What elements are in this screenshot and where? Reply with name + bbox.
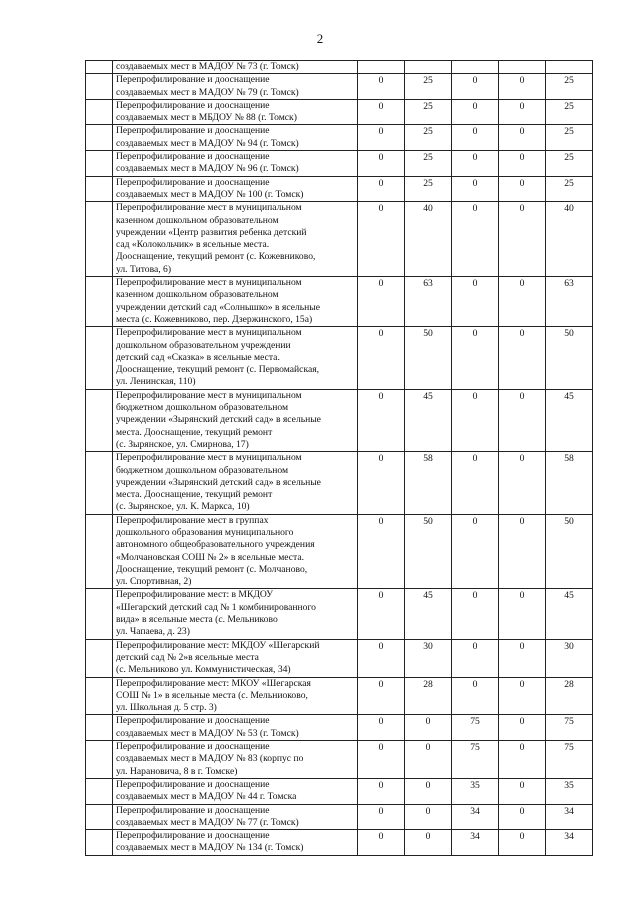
value-cell: [546, 176, 593, 202]
value-cell: [358, 125, 405, 151]
value-text: 0: [472, 515, 478, 527]
value-cell: [499, 452, 546, 514]
value-cell: [358, 677, 405, 715]
table-row: [86, 715, 593, 741]
value-cell: [546, 277, 593, 327]
value-text: 0: [519, 640, 525, 652]
description-text: Перепрофилирование и дооснащение создаваемых мест в МАДОУ № 77 (г. Томск): [116, 804, 299, 828]
description-text: Перепрофилирование мест в муниципальном дошкольном образовательном учреждении детский сад «Сказка» в ясельные места. Дооснащение, текущий ремонт (с. Первомайская, ул. Ленинская, 110): [116, 327, 320, 388]
value-text: 0: [519, 203, 525, 215]
value-cell: [358, 452, 405, 514]
value-cell: [405, 741, 452, 779]
row-number-cell: [86, 389, 113, 451]
value-cell: [546, 677, 593, 715]
value-cell: [358, 778, 405, 804]
value-text: 75: [470, 742, 480, 754]
value-text: 50: [423, 328, 433, 340]
value-cell: [405, 99, 452, 125]
value-text: 25: [564, 177, 574, 189]
value-text: 50: [423, 515, 433, 527]
description-text: Перепрофилирование мест в муниципальном бюджетном дошкольном образовательном учреждении «Зырянский детский сад» в ясельные места. Дооснащение, текущий ремонт (с. Зырянское, ул. К. Маркса, 10): [116, 452, 321, 513]
row-number-cell: [86, 639, 113, 677]
value-cell: [499, 277, 546, 327]
row-number-cell: [86, 151, 113, 177]
value-cell: [405, 589, 452, 639]
value-cell: [358, 74, 405, 100]
page-number: 2: [316, 31, 324, 46]
value-cell: [358, 327, 405, 389]
value-text: 0: [425, 805, 431, 817]
value-cell: [358, 741, 405, 779]
row-number-cell: [86, 804, 113, 830]
table-row: [86, 677, 593, 715]
value-text: 0: [378, 453, 384, 465]
value-cell: [452, 202, 499, 277]
value-text: 0: [425, 742, 431, 754]
value-cell: [358, 639, 405, 677]
description-text: Перепрофилирование и дооснащение создаваемых мест в МАДОУ № 100 (г. Томск): [116, 176, 304, 200]
value-text: 0: [519, 177, 525, 189]
value-text: 34: [470, 805, 480, 817]
value-cell: [546, 514, 593, 589]
value-cell: [546, 589, 593, 639]
description-text: создаваемых мест в МАДОУ № 73 (г. Томск): [116, 61, 299, 72]
value-cell: [499, 99, 546, 125]
value-text: [546, 61, 592, 62]
value-text: [499, 61, 545, 62]
value-text: [452, 61, 498, 62]
value-text: 0: [519, 805, 525, 817]
table-row: [86, 176, 593, 202]
value-text: 0: [378, 515, 384, 527]
table-row: [86, 514, 593, 589]
value-cell: [358, 61, 405, 74]
value-text: 0: [378, 590, 384, 602]
table-row: [86, 639, 593, 677]
value-text: 25: [423, 75, 433, 87]
row-number-cell: [86, 715, 113, 741]
value-text: 25: [423, 152, 433, 164]
row-number-cell: [86, 176, 113, 202]
value-text: 0: [472, 590, 478, 602]
value-text: 34: [470, 831, 480, 843]
value-cell: [499, 804, 546, 830]
value-text: 0: [378, 742, 384, 754]
value-cell: [546, 125, 593, 151]
value-text: 75: [564, 742, 574, 754]
value-cell: [452, 589, 499, 639]
row-number-cell: [86, 125, 113, 151]
value-text: 34: [564, 831, 574, 843]
description-text: Перепрофилирование мест в муниципальном бюджетном дошкольном образовательном учреждении «Зырянский детский сад» в ясельные места. Дооснащение, текущий ремонт (с. Зырянское, ул. Смирнова, 17): [116, 389, 321, 450]
value-text: 0: [425, 779, 431, 791]
table-row: [86, 151, 593, 177]
value-cell: [405, 778, 452, 804]
value-text: 25: [423, 100, 433, 112]
value-cell: [499, 830, 546, 856]
value-cell: [405, 804, 452, 830]
table-row: [86, 589, 593, 639]
value-cell: [499, 778, 546, 804]
value-text: 0: [519, 100, 525, 112]
value-text: 0: [425, 716, 431, 728]
value-cell: [452, 677, 499, 715]
description-text: Перепрофилирование мест: МКОУ «Шегарская СОШ № 1» в ясельные места (с. Мельниоково, ул. Школьная д. 5 стр. 3): [116, 677, 311, 714]
description-cell: [113, 452, 358, 514]
value-cell: [546, 151, 593, 177]
value-text: 50: [564, 328, 574, 340]
value-cell: [405, 202, 452, 277]
value-cell: [405, 514, 452, 589]
description-text: Перепрофилирование и дооснащение создаваемых мест в МАДОУ № 83 (корпус по ул. Нарановича, 8 в г. Томске): [116, 741, 304, 777]
value-text: 25: [423, 177, 433, 189]
table-row: [86, 74, 593, 100]
value-cell: [499, 639, 546, 677]
value-text: 0: [378, 152, 384, 164]
value-cell: [546, 830, 593, 856]
value-text: 28: [423, 678, 433, 690]
value-cell: [499, 741, 546, 779]
value-cell: [546, 327, 593, 389]
table-row: [86, 125, 593, 151]
value-text: 35: [470, 779, 480, 791]
table-row: [86, 452, 593, 514]
table-row: [86, 741, 593, 779]
table-row: [86, 830, 593, 856]
value-text: 0: [472, 678, 478, 690]
row-number-cell: [86, 741, 113, 779]
table-row: [86, 327, 593, 389]
value-text: 45: [564, 590, 574, 602]
value-cell: [405, 639, 452, 677]
row-number-cell: [86, 830, 113, 856]
description-text: Перепрофилирование и дооснащение создаваемых мест в МАДОУ № 44 г. Томска: [116, 778, 297, 803]
value-cell: [452, 514, 499, 589]
value-cell: [405, 677, 452, 715]
description-text: Перепрофилирование мест в группах дошкольного образования муниципального автономного общеобразовательного учреждения «Молчановская СОШ № 2» в ясельные места. Дооснащение, текущий ремонт (с. Молчаново, ул. Спортивная, 2): [116, 514, 315, 588]
row-number-cell: [86, 61, 113, 74]
value-text: [358, 61, 404, 62]
value-text: 25: [564, 75, 574, 87]
value-cell: [452, 452, 499, 514]
description-cell: [113, 125, 358, 151]
value-cell: [452, 804, 499, 830]
value-cell: [499, 715, 546, 741]
value-cell: [546, 99, 593, 125]
description-text: Перепрофилирование мест: МКДОУ «Шегарский детский сад № 2»в ясельные места (с. Мельниково ул. Коммунистическая, 34): [116, 639, 320, 676]
value-cell: [499, 389, 546, 451]
value-cell: [405, 277, 452, 327]
value-text: 0: [519, 328, 525, 340]
value-cell: [358, 99, 405, 125]
value-cell: [452, 389, 499, 451]
description-cell: [113, 151, 358, 177]
value-cell: [452, 277, 499, 327]
value-cell: [358, 277, 405, 327]
value-text: 0: [378, 805, 384, 817]
table-row: [86, 202, 593, 277]
value-cell: [452, 125, 499, 151]
value-cell: [546, 202, 593, 277]
description-cell: [113, 715, 358, 741]
table-row: [86, 61, 593, 74]
description-cell: [113, 277, 358, 327]
value-text: 0: [519, 678, 525, 690]
value-cell: [452, 327, 499, 389]
value-text: 0: [378, 177, 384, 189]
value-cell: [499, 125, 546, 151]
row-number-cell: [86, 452, 113, 514]
description-cell: [113, 327, 358, 389]
row-number-cell: [86, 778, 113, 804]
value-cell: [452, 176, 499, 202]
value-text: 75: [470, 716, 480, 728]
value-cell: [452, 61, 499, 74]
table-row: [86, 804, 593, 830]
value-text: 28: [564, 678, 574, 690]
value-text: 0: [378, 328, 384, 340]
row-number-cell: [86, 202, 113, 277]
value-cell: [546, 778, 593, 804]
description-cell: [113, 514, 358, 589]
value-cell: [358, 589, 405, 639]
value-text: 45: [423, 590, 433, 602]
value-cell: [358, 202, 405, 277]
description-cell: [113, 61, 358, 74]
value-text: 25: [423, 126, 433, 138]
value-text: 58: [564, 453, 574, 465]
table-row: [86, 277, 593, 327]
value-text: 0: [519, 75, 525, 87]
value-cell: [358, 830, 405, 856]
row-number-cell: [86, 677, 113, 715]
row-number-cell: [86, 277, 113, 327]
value-cell: [405, 389, 452, 451]
value-cell: [499, 202, 546, 277]
row-number-cell: [86, 514, 113, 589]
value-cell: [452, 715, 499, 741]
value-cell: [499, 74, 546, 100]
value-text: 0: [472, 177, 478, 189]
value-cell: [546, 715, 593, 741]
value-text: 63: [564, 278, 574, 290]
value-cell: [546, 452, 593, 514]
value-cell: [405, 715, 452, 741]
value-text: 0: [519, 390, 525, 402]
description-cell: [113, 778, 358, 804]
table-row: [86, 99, 593, 125]
description-text: Перепрофилирование и дооснащение создаваемых мест в МБДОУ № 88 (г. Томск): [116, 99, 297, 124]
value-cell: [546, 61, 593, 74]
value-text: 58: [423, 453, 433, 465]
program-table: [85, 60, 593, 856]
value-text: 0: [472, 328, 478, 340]
value-cell: [452, 639, 499, 677]
value-cell: [452, 99, 499, 125]
description-text: Перепрофилирование и дооснащение создаваемых мест в МАДОУ № 53 (г. Томск): [116, 715, 299, 739]
description-text: Перепрофилирование и дооснащение создаваемых мест в МАДОУ № 94 (г. Томск): [116, 125, 299, 149]
value-cell: [546, 804, 593, 830]
value-cell: [546, 741, 593, 779]
value-cell: [358, 804, 405, 830]
value-cell: [546, 74, 593, 100]
value-text: 0: [519, 779, 525, 791]
description-cell: [113, 639, 358, 677]
description-cell: [113, 804, 358, 830]
value-text: 45: [423, 390, 433, 402]
value-text: 0: [519, 590, 525, 602]
value-text: 45: [564, 390, 574, 402]
value-text: 50: [564, 515, 574, 527]
value-text: 0: [378, 75, 384, 87]
description-cell: [113, 389, 358, 451]
description-text: Перепрофилирование и дооснащение создаваемых мест в МАДОУ № 134 (г. Томск): [116, 830, 304, 854]
value-cell: [405, 151, 452, 177]
description-cell: [113, 202, 358, 277]
value-text: 0: [519, 716, 525, 728]
value-cell: [452, 741, 499, 779]
value-cell: [358, 151, 405, 177]
value-text: 0: [378, 640, 384, 652]
description-cell: [113, 741, 358, 779]
value-cell: [499, 327, 546, 389]
value-text: 0: [519, 278, 525, 290]
row-number-cell: [86, 74, 113, 100]
value-text: 0: [519, 831, 525, 843]
value-cell: [405, 74, 452, 100]
value-text: 0: [378, 100, 384, 112]
value-cell: [546, 639, 593, 677]
value-text: 34: [564, 805, 574, 817]
value-text: 40: [564, 203, 574, 215]
row-number-cell: [86, 99, 113, 125]
value-text: 25: [564, 100, 574, 112]
value-cell: [358, 715, 405, 741]
row-number-cell: [86, 327, 113, 389]
value-text: 75: [564, 716, 574, 728]
value-text: 40: [423, 203, 433, 215]
value-text: 0: [425, 831, 431, 843]
value-text: 0: [472, 126, 478, 138]
description-text: Перепрофилирование мест в муниципальном казенном дошкольном образовательном учреждении «Центр развития ребенка детский сад «Колокольчик» в ясельные места. Дооснащение, текущий ремонт (с. Кожевниково, ул. Титова, 6): [116, 202, 316, 275]
value-cell: [358, 514, 405, 589]
value-text: 0: [378, 831, 384, 843]
value-text: 0: [378, 278, 384, 290]
value-cell: [358, 176, 405, 202]
value-cell: [499, 677, 546, 715]
row-number-cell: [86, 589, 113, 639]
table-row: [86, 389, 593, 451]
value-text: 0: [472, 100, 478, 112]
value-text: 0: [472, 75, 478, 87]
description-cell: [113, 176, 358, 202]
value-cell: [452, 778, 499, 804]
value-text: 0: [519, 515, 525, 527]
description-text: Перепрофилирование и дооснащение создаваемых мест в МАДОУ № 96 (г. Томск): [116, 151, 299, 175]
value-cell: [405, 452, 452, 514]
value-text: 25: [564, 152, 574, 164]
value-text: 0: [378, 716, 384, 728]
value-cell: [546, 389, 593, 451]
value-text: [405, 61, 451, 62]
value-cell: [452, 151, 499, 177]
value-text: 0: [472, 390, 478, 402]
value-text: 0: [519, 453, 525, 465]
value-text: 0: [472, 152, 478, 164]
value-cell: [405, 125, 452, 151]
description-cell: [113, 830, 358, 856]
description-cell: [113, 677, 358, 715]
value-text: 30: [423, 640, 433, 652]
value-cell: [452, 74, 499, 100]
value-text: 0: [472, 278, 478, 290]
description-text: Перепрофилирование мест: в МКДОУ «Шегарский детский сад № 1 комбинированного вида» в ясельные места (с. Мельниково ул. Чапаева, д. 23): [116, 589, 316, 638]
value-text: 25: [564, 126, 574, 138]
value-text: 35: [564, 779, 574, 791]
value-cell: [499, 589, 546, 639]
description-cell: [113, 99, 358, 125]
value-cell: [405, 61, 452, 74]
value-cell: [405, 176, 452, 202]
value-text: 0: [378, 779, 384, 791]
value-text: 63: [423, 278, 433, 290]
value-text: 0: [519, 126, 525, 138]
value-text: 30: [564, 640, 574, 652]
value-text: 0: [472, 640, 478, 652]
value-text: 0: [378, 678, 384, 690]
value-text: 0: [519, 742, 525, 754]
value-cell: [499, 514, 546, 589]
description-text: Перепрофилирование мест в муниципальном казенном дошкольном образовательном учреждении детский сад «Солнышко» в ясельные места (с. Кожевниково, пер. Дзержинского, 15а): [116, 277, 320, 325]
value-text: 0: [378, 203, 384, 215]
value-cell: [405, 327, 452, 389]
value-cell: [499, 61, 546, 74]
value-text: 0: [472, 453, 478, 465]
value-cell: [499, 151, 546, 177]
value-cell: [405, 830, 452, 856]
value-cell: [358, 389, 405, 451]
description-cell: [113, 74, 358, 100]
value-text: 0: [378, 126, 384, 138]
value-text: 0: [472, 203, 478, 215]
value-text: 0: [378, 390, 384, 402]
table-row: [86, 778, 593, 804]
description-text: Перепрофилирование и дооснащение создаваемых мест в МАДОУ № 79 (г. Томск): [116, 74, 299, 98]
value-cell: [452, 830, 499, 856]
value-text: 0: [519, 152, 525, 164]
description-cell: [113, 589, 358, 639]
value-cell: [499, 176, 546, 202]
